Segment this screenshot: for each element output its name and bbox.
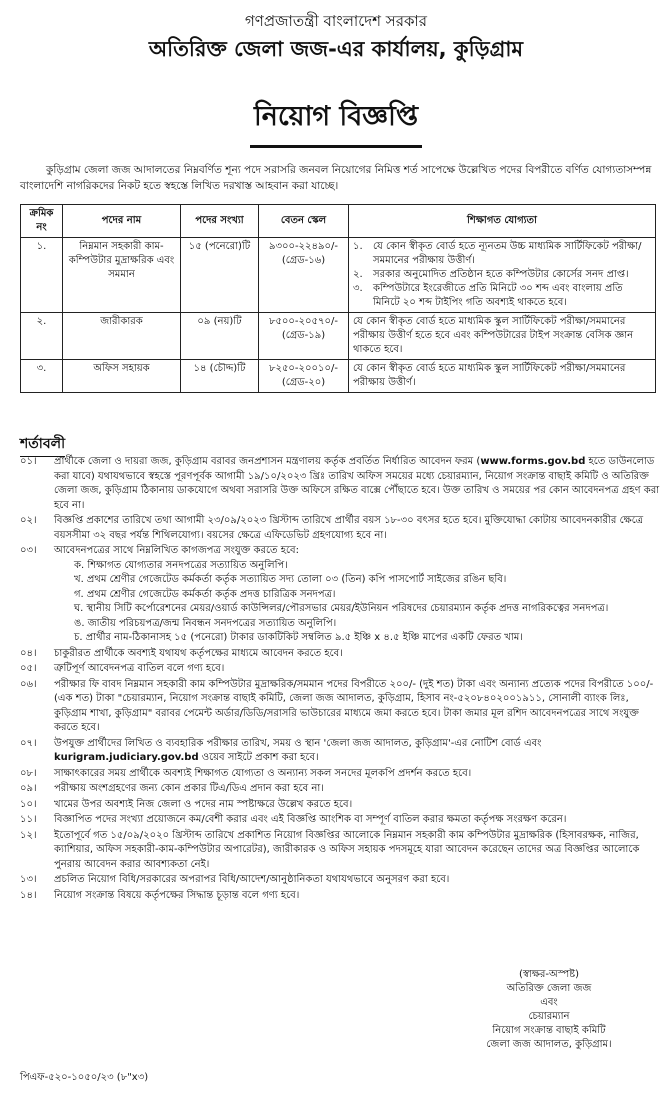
qualification-item (353, 240, 651, 268)
cell-serial: ১. (21, 238, 63, 313)
document-requirement: চ. প্রার্থীর নাম-ঠিকানাসহ ১৫ (পনেরো) টাকার ডাকটিকিট সম্বলিত ৯.৫ ইঞ্চি x ৪.৫ ইঞ্চি মাপের একটি ফেরত খাম। (74, 632, 523, 643)
term-text: বিজ্ঞপ্তি প্রকাশের তারিখে তথা আগামী ২৩/০৯/২০২৩ খ্রিস্টাব্দ তারিখে প্রার্থীর বয়স ১৮-৩০ বৎসর হতে হবে। মুক্তিযোদ্ধা কোটায় আবেদনকারীর ক্ষেত্রে বয়সসীমা ৩২ বছর পর্যন্ত শিথিলযোগ্য। বয়সের ক্ষেত্রে এফিডেভিট গ্রহণযোগ্য হবে না। (54, 515, 644, 541)
terms-title: শর্তাবলী (20, 432, 65, 457)
term-text: উপযুক্ত প্রার্থীদের লিখিত ও ব্যবহারিক পরীক্ষার তারিখ, সময় ও স্থান 'জেলা জজ আদালত, কুড়িগ্রাম'-এর নোটিশ বোর্ড এবং (54, 737, 542, 749)
qualification-item (353, 268, 651, 282)
term-item (20, 662, 660, 677)
document-requirement: ঘ. স্থানীয় সিটি কর্পোরেশনের মেয়র/ওয়ার্ড কাউন্সিলর/পৌরসভার মেয়র/ইউনিয়ন পরিষদের চেয়ারম্যান কর্তৃক প্রদত্ত নাগরিকত্বের সনদপত্র। (74, 603, 609, 614)
term-text: ওয়েব সাইটে প্রকাশ করা হবে। (198, 752, 319, 763)
qualification-number: ২. (353, 269, 363, 280)
term-item (20, 798, 660, 813)
qualification-item (353, 282, 651, 310)
header-scale: বেতন স্কেল (259, 205, 349, 238)
signature-line: চেয়ারম্যান (528, 1011, 570, 1022)
cell-post: জারীকারক (63, 313, 181, 360)
term-text: হতে ডাউনলোড করা যাবে) যথাযথভাবে স্বহস্তে পূরণপূর্বক আগামী ১৯/১০/২০২৩ খ্রিঃ তারিখ অফিস সময়ের মধ্যে চেয়ারম্যান, নিয়োগ সংক্রান্ত বাছাই কমিটি ও অতিরিক্ত জেলা জজ, কুড়িগ্রাম ঠিকানায় ডাকযোগে অথবা সরাসরি উক্ত অফিসে রক্ষিত বাক্সে পৌঁছাতে হবে। উক্ত তারিখ ও সময়ের পর কোন আবেদনপত্র গ্রহণ করা হবে না। (54, 456, 660, 511)
office-name: অতিরিক্ত জেলা জজ-এর কার্যালয়, কুড়িগ্রাম (148, 37, 524, 61)
term-text: বিজ্ঞাপিত পদের সংখ্যা প্রয়োজনে কম/বেশী করার এবং এই বিজ্ঞপ্তি আংশিক বা সম্পূর্ণ বাতিল করার ক্ষমতা কর্তৃপক্ষ সংরক্ষণ করেন। (54, 814, 567, 825)
term-text: খামের উপর অবশ্যই নিজ জেলা ও পদের নাম স্পষ্টাক্ষরে উল্লেখ করতে হবে। (54, 798, 353, 810)
header-qualification: শিক্ষাগত যোগ্যতা (349, 205, 656, 238)
term-number: ১০। (20, 798, 37, 810)
term-body (54, 798, 660, 813)
term-number: ১১। (20, 814, 37, 825)
qualification-text: যে কোন স্বীকৃত বোর্ড হতে মাধ্যমিক স্কুল সার্টিফিকেট পরীক্ষা/সমমানের পরীক্ষায় উত্তীর্ণ। (353, 363, 626, 388)
document-requirement: ক. শিক্ষাগত যোগ্যতার সনদপত্রের সত্যায়িত অনুলিপি। (74, 559, 288, 571)
header-serial: ক্রমিক নং (21, 205, 63, 238)
term-body (54, 737, 660, 766)
signature-block (444, 968, 654, 1052)
qualification-number: ৩. (353, 283, 363, 294)
term-body (54, 647, 660, 662)
qualification-number: ১. (353, 241, 363, 252)
signature-line: জেলা জজ আদালত, কুড়িগ্রাম। (486, 1039, 612, 1050)
term-number: ০৮। (20, 767, 37, 779)
term-number: ০২। (20, 515, 37, 526)
cell-post: অফিস সহায়ক (63, 360, 181, 393)
website-link[interactable]: kurigram.judiciary.gov.bd (54, 752, 199, 763)
term-number: ১২। (20, 829, 37, 841)
term-body (54, 813, 660, 828)
term-number: ০৩। (20, 545, 37, 556)
signature-line: নিয়োগ সংক্রান্ত বাছাই কমিটি (492, 1025, 606, 1036)
term-text: ইতোপূর্বে গত ১৫/০৯/২০২০ খ্রিস্টাব্দ তারিখে প্রকাশিত নিয়োগ বিজ্ঞপ্তির আলোকে নিম্নমান সহকারী কাম কম্পিউটার মুদ্রাক্ষরিক (হিসাবরক্ষক, নাজির, ক্যাশিয়ার, অফিস সহকারী-কাম-কম্পিউটার অপারেটর), জারীকারক ও অফিস সহায়ক পদসমূহে যারা আবেদন করেছেন তাদের অত্র বিজ্ঞপ্তির আলোকে পুনরায় আবেদন করার আবশ্যকতা নেই। (54, 829, 640, 870)
term-text: নিয়োগ সংক্রান্ত বিষয়ে কর্তৃপক্ষের সিদ্ধান্ত চূড়ান্ত বলে গণ্য হবে। (54, 889, 300, 901)
term-number: ০১। (20, 456, 37, 467)
notice-page (6, 0, 666, 1116)
term-body (54, 662, 660, 677)
cell-qualification (349, 238, 656, 313)
term-text: সাক্ষাৎকারের সময় প্রার্থীকে অবশ্যই শিক্ষাগত যোগ্যতা ও অন্যান্য সকল সনদের মূলকপি প্রদর্শন করতে হবে। (54, 767, 472, 779)
term-body (54, 873, 660, 888)
document-requirement: খ. প্রথম শ্রেণীর গেজেটেড কর্মকর্তা কর্তৃক সত্যায়িত সদ্য তোলা ০৩ (তিন) কপি পাসপোর্ট সাইজের রঙিন ছবি। (74, 574, 507, 585)
cell-scale: ৮৫০০-২০৫৭০/- (গ্রেড-১৯) (259, 313, 349, 360)
table-row (21, 238, 656, 313)
intro-paragraph: কুড়িগ্রাম জেলা জজ আদালতের নিম্নবর্ণিত শূন্য পদে সরাসরি জনবল নিয়োগের নিমিত্ত শর্ত সাপেক্ষে উল্লেখিত পদের বিপরীতে বর্ণিত যোগ্যতাসম্পন্ন বাংলাদেশি নাগরিকদের নিকট হতে স্বহস্তে লিখিত দরখাস্ত আহবান করা যাচ্ছে। (20, 164, 652, 192)
term-item (20, 873, 660, 888)
term-number: ০৭। (20, 737, 37, 749)
term-body (54, 767, 660, 782)
term-body (54, 782, 660, 797)
term-number: ১৪। (20, 889, 37, 901)
term-text: প্রচলিত নিয়োগ বিধি/সরকারের অপরাপর বিধি/আদেশ/আনুষ্ঠানিকতা যথাযথভাবে অনুসরণ করা হবে। (54, 874, 450, 885)
term-number: ০৯। (20, 783, 37, 794)
cell-count: ১৪ (চৌদ্দ)টি (181, 360, 259, 393)
cell-serial: ৩. (21, 360, 63, 393)
qualification-item (353, 362, 651, 390)
footer-code: পিএফ-৫২০-১০৫০/২৩ (৮"x৩) (20, 1072, 149, 1083)
term-item (20, 544, 660, 646)
document-requirement: ঙ. জাতীয় পরিচয়পত্র/জন্ম নিবন্ধন সনদপত্রের সত্যায়িত অনুলিপি। (74, 617, 337, 629)
term-body (54, 514, 660, 543)
term-number: ০৫। (20, 663, 37, 674)
term-body (54, 889, 660, 904)
term-item (20, 889, 660, 904)
vacancy-table (20, 204, 656, 393)
signature-line: অতিরিক্ত জেলা জজ (506, 983, 592, 994)
cell-serial: ২. (21, 313, 63, 360)
term-item (20, 678, 660, 736)
term-item (20, 514, 660, 543)
term-text: ত্রুটিপূর্ণ আবেদনপত্র বাতিল বলে গণ্য হবে। (54, 663, 225, 674)
term-item (20, 455, 660, 513)
cell-qualification (349, 360, 656, 393)
terms-list (20, 455, 660, 904)
table-row (21, 360, 656, 393)
cell-scale: ৮২৫০-২০০১০/- (গ্রেড-২০) (259, 360, 349, 393)
term-text: প্রার্থীকে জেলা ও দায়রা জজ, কুড়িগ্রাম বরাবর জনপ্রশাসন মন্ত্রণালয় কর্তৃক প্রবর্তিত নির্ধারিত আবেদন ফরম ( (54, 456, 481, 467)
qualification-text: যে কোন স্বীকৃত বোর্ড হতে ন্যূনতম উচ্চ মাধ্যমিক সার্টিফিকেট পরীক্ষা/সমমানের পরীক্ষায় উত্তীর্ণ। (373, 241, 642, 266)
government-name: গণপ্রজাতন্ত্রী বাংলাদেশ সরকার (244, 12, 428, 30)
table-header-row (21, 205, 656, 238)
header-count: পদের সংখ্যা (181, 205, 259, 238)
term-item (20, 647, 660, 662)
term-text: পরীক্ষায় অংশগ্রহণের জন্য কোন প্রকার টিএ/ডিএ প্রদান করা হবে না। (54, 783, 324, 794)
qualification-item (353, 315, 651, 357)
term-item (20, 737, 660, 766)
cell-scale: ৯৩০০-২২৪৯০/- (গ্রেড-১৬) (259, 238, 349, 313)
term-body (54, 455, 660, 513)
qualification-text: সরকার অনুমোদিত প্রতিষ্ঠান হতে কম্পিউটার কোর্সের সনদ প্রাপ্ত। (373, 269, 629, 280)
document-requirement: গ. প্রথম শ্রেণীর গেজেটেড কর্মকর্তা কর্তৃক প্রদত্ত চারিত্রিক সনদপত্র। (74, 588, 336, 600)
website-link[interactable]: www.forms.gov.bd (480, 456, 586, 467)
header-post: পদের নাম (63, 205, 181, 238)
signature-line: (স্বাক্ষর-অস্পষ্ট) (518, 969, 580, 980)
term-body (54, 829, 660, 873)
term-text: আবেদনপত্রের সাথে নিম্নলিখিত কাগজপত্র সংযুক্ত করতে হবে: (54, 545, 299, 556)
signature-line: এবং (540, 997, 558, 1008)
term-item (20, 782, 660, 797)
term-number: ০৬। (20, 678, 37, 690)
term-text: পরীক্ষার ফি বাবদ নিম্নমান সহকারী কাম কম্পিউটার মুদ্রাক্ষরিক/সমমান পদের বিপরীতে ২০০/- (দুই শত) টাকা এবং অন্যান্য প্রত্যেক পদের বিপরীতে ১০০/- (এক শত) টাকা "চেয়ারম্যান, নিয়োগ সংক্রান্ত বাছাই কমিটি, জেলা জজ আদালত, কুড়িগ্রাম, হিসাব নং-৫২০৮৪০২০০১৯১১, সোনালী ব্যাংক লিঃ, কুড়িগ্রাম শাখা, কুড়িগ্রাম" বরাবর পেমেন্ট অর্ডার/ডিডি/সরাসরি ভাউচারের মাধ্যমে জমা করতে হবে। টাকা জমার মূল রশিদ আবেদনপত্রের সাথে সংযুক্ত করতে হবে। (54, 678, 654, 733)
qualification-text: যে কোন স্বীকৃত বোর্ড হতে মাধ্যমিক স্কুল সার্টিফিকেট পরীক্ষা/সমমানের পরীক্ষায় উত্তীর্ণ হতে হবে এবং কম্পিউটারের টাইপ সংক্রান্ত বেসিক জ্ঞান থাকতে হবে। (353, 316, 634, 355)
term-number: ০৪। (20, 647, 37, 659)
term-number: ১৩। (20, 874, 37, 885)
term-item (20, 767, 660, 782)
term-body (54, 544, 660, 646)
cell-count: ১৫ (পনেরো)টি (181, 238, 259, 313)
table-row (21, 313, 656, 360)
cell-post: নিম্নমান সহকারী কাম-কম্পিউটার মুদ্রাক্ষরিক এবং সমমান (63, 238, 181, 313)
cell-qualification (349, 313, 656, 360)
notice-title: নিয়োগ বিজ্ঞপ্তি (250, 96, 422, 148)
term-body (54, 678, 660, 736)
term-item (20, 813, 660, 828)
term-text: চাকুরীরত প্রার্থীকে অবশ্যই যথাযথ কর্তৃপক্ষের মাধ্যমে আবেদন করতে হবে। (54, 647, 343, 659)
term-item (20, 829, 660, 873)
cell-count: ০৯ (নয়)টি (181, 313, 259, 360)
qualification-text: কম্পিউটারে ইংরেজীতে প্রতি মিনিটে ৩০ শব্দ এবং বাংলায় প্রতি মিনিটে ২০ শব্দ টাইপিং গতি অবশ্যই থাকতে হবে। (373, 283, 623, 308)
